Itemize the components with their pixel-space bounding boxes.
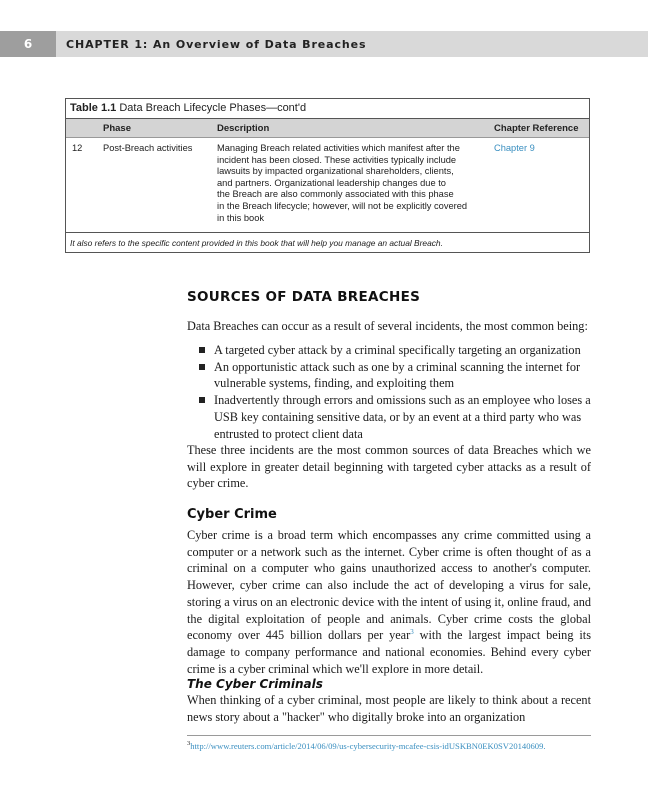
description-line: in the Breach lifecycle; however, will not be explicitly covered — [217, 200, 468, 211]
running-header — [0, 31, 648, 57]
table-header-row — [66, 119, 589, 138]
description-line: incident has been closed. These activities typically include — [217, 154, 457, 165]
page-number: 6 — [0, 31, 56, 57]
section-intro: Data Breaches can occur as a result of several incidents, the most common being: — [187, 319, 588, 333]
lifecycle-table — [65, 98, 590, 253]
section-paragraph: These three incidents are the most common sources of data Breaches which we will explore in greater detail beginning with targeted cyber attacks as a result of cyber crime. — [187, 443, 591, 491]
description-line: Managing Breach related activities which manifest after the — [217, 143, 460, 153]
row-number: 12 — [72, 143, 83, 153]
list-item: A targeted cyber attack by a criminal specifically targeting an organization — [187, 342, 591, 359]
header-phase: Phase — [103, 123, 131, 134]
paragraph-text: Cyber crime is a broad term which encompasses any crime committed using a computer or a network such as the internet. Cyber crime is often thought of as a criminal on a computer who gains unauthorized access to another's computer. However, cyber crime can also include the act of developing a virus for sale, storing a virus on an electronic device with the intent of using it, online fraud, and the digital exploitation of people and animals. Cyber crime costs the global economy over 445 billion dollars per year — [187, 528, 591, 643]
table-caption-label: Table 1.1 — [70, 102, 117, 114]
paragraph-text: with the largest impact being its damage to company performance and national economies. Behind every cyber crime is a cyber criminal which we'll explore in more detail. — [187, 628, 591, 676]
header-chapter-reference: Chapter Reference — [494, 123, 579, 134]
footnote-number: 3 — [187, 740, 191, 747]
list-item: An opportunistic attack such as one by a criminal scanning the internet for vulnerable systems, finding, and exploiting them — [187, 359, 591, 392]
row-phase: Post-Breach activities — [103, 143, 193, 153]
section-title: SOURCES OF DATA BREACHES — [187, 289, 421, 305]
bullet-list — [187, 342, 591, 442]
table-caption — [66, 99, 589, 119]
cyber-crime-paragraph — [187, 527, 591, 677]
description-line: lawsuits by impacted organizational shareholders, clients, — [217, 166, 454, 177]
footnote-link[interactable]: http://www.reuters.com/article/2014/06/09/us-cybersecurity-mcafee-csis-idUSKBN0EK0SV20140609. — [190, 740, 546, 751]
table-row — [66, 138, 589, 232]
description-line: the Breach are also commonly associated with this phase — [217, 189, 454, 200]
row-description — [217, 143, 487, 224]
list-item: Inadvertently through errors and omissions such as an employee who loses a USB key containing sensitive data, or by an event at a third party who was entrusted to protect client data — [187, 392, 591, 442]
description-line: in this book — [217, 212, 265, 223]
description-line: and partners. Organizational leadership changes due to — [217, 177, 446, 188]
footnote — [187, 740, 546, 751]
cyber-criminals-paragraph: When thinking of a cyber criminal, most people are likely to think about a recent news story about a "hacker" who digitally broke into an organization — [187, 693, 591, 724]
cyber-crime-heading: Cyber Crime — [187, 507, 277, 522]
footnote-divider — [187, 735, 591, 736]
table-caption-text: Data Breach Lifecycle Phases—cont'd — [116, 102, 307, 114]
row-chapter-reference[interactable]: Chapter 9 — [494, 143, 535, 153]
header-description: Description — [217, 123, 270, 134]
cyber-criminals-heading: The Cyber Criminals — [187, 677, 323, 691]
chapter-title: CHAPTER 1: An Overview of Data Breaches — [66, 38, 367, 51]
footnote-marker[interactable]: 3 — [410, 628, 414, 637]
table-footnote: It also refers to the specific content provided in this book that will help you manage an actual Breach. — [66, 232, 589, 253]
